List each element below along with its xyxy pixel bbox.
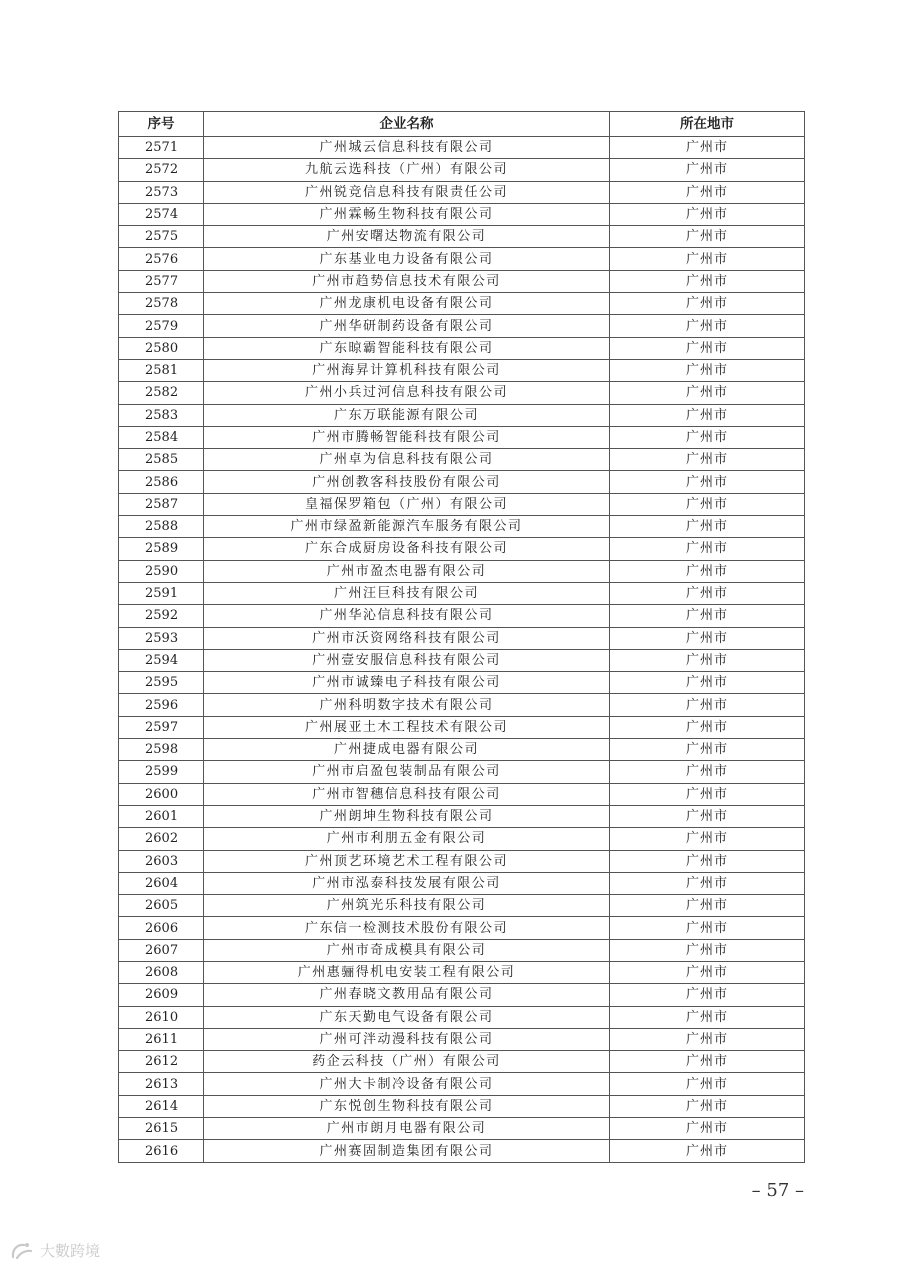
- row-city: 广州市: [610, 939, 805, 961]
- row-company-name: 广州市泓泰科技发展有限公司: [204, 872, 610, 894]
- table-row: [119, 516, 805, 538]
- table-row: [119, 582, 805, 604]
- row-serial: 2596: [119, 694, 204, 716]
- row-serial: 2594: [119, 649, 204, 671]
- row-serial: 2607: [119, 939, 204, 961]
- row-serial: 2588: [119, 516, 204, 538]
- table-row: [119, 694, 805, 716]
- table-row: [119, 984, 805, 1006]
- row-city: 广州市: [610, 248, 805, 270]
- row-serial: 2575: [119, 226, 204, 248]
- row-company-name: 广州城云信息科技有限公司: [204, 137, 610, 159]
- row-city: 广州市: [610, 716, 805, 738]
- row-serial: 2583: [119, 404, 204, 426]
- row-company-name: 药企云科技（广州）有限公司: [204, 1051, 610, 1073]
- row-serial: 2597: [119, 716, 204, 738]
- row-company-name: 广州锐竞信息科技有限责任公司: [204, 181, 610, 203]
- row-company-name: 广州市利朋五金有限公司: [204, 828, 610, 850]
- row-serial: 2572: [119, 159, 204, 181]
- row-serial: 2591: [119, 582, 204, 604]
- row-company-name: 广东悦创生物科技有限公司: [204, 1095, 610, 1117]
- row-company-name: 九航云选科技（广州）有限公司: [204, 159, 610, 181]
- row-company-name: 广州市朗月电器有限公司: [204, 1118, 610, 1140]
- row-serial: 2613: [119, 1073, 204, 1095]
- watermark-text: 大數跨境: [40, 1242, 101, 1260]
- row-company-name: 广州顶艺环境艺术工程有限公司: [204, 850, 610, 872]
- row-company-name: 广州市沃资网络科技有限公司: [204, 627, 610, 649]
- row-serial: 2593: [119, 627, 204, 649]
- table-row: [119, 1051, 805, 1073]
- row-city: 广州市: [610, 426, 805, 448]
- row-company-name: 广州捷成电器有限公司: [204, 739, 610, 761]
- row-city: 广州市: [610, 1051, 805, 1073]
- table-row: [119, 783, 805, 805]
- watermark-logo-icon: [10, 1241, 34, 1261]
- row-city: 广州市: [610, 181, 805, 203]
- table-row: [119, 1006, 805, 1028]
- row-city: 广州市: [610, 516, 805, 538]
- row-city: 广州市: [610, 382, 805, 404]
- row-serial: 2585: [119, 449, 204, 471]
- row-city: 广州市: [610, 739, 805, 761]
- row-serial: 2609: [119, 984, 204, 1006]
- table-row: [119, 181, 805, 203]
- row-city: 广州市: [610, 895, 805, 917]
- row-serial: 2611: [119, 1028, 204, 1050]
- row-city: 广州市: [610, 226, 805, 248]
- row-city: 广州市: [610, 359, 805, 381]
- row-city: 广州市: [610, 203, 805, 225]
- row-city: 广州市: [610, 493, 805, 515]
- row-serial: 2574: [119, 203, 204, 225]
- row-company-name: 广州市趋势信息技术有限公司: [204, 270, 610, 292]
- row-city: 广州市: [610, 761, 805, 783]
- table-row: [119, 917, 805, 939]
- row-serial: 2615: [119, 1118, 204, 1140]
- row-serial: 2577: [119, 270, 204, 292]
- row-serial: 2598: [119, 739, 204, 761]
- row-serial: 2587: [119, 493, 204, 515]
- header-serial: 序号: [119, 112, 204, 137]
- row-serial: 2595: [119, 672, 204, 694]
- row-city: 广州市: [610, 917, 805, 939]
- row-city: 广州市: [610, 605, 805, 627]
- row-serial: 2608: [119, 961, 204, 983]
- row-serial: 2612: [119, 1051, 204, 1073]
- table-row: [119, 270, 805, 292]
- enterprise-table: [118, 111, 805, 1163]
- row-serial: 2614: [119, 1095, 204, 1117]
- row-city: 广州市: [610, 315, 805, 337]
- row-city: 广州市: [610, 1028, 805, 1050]
- row-serial: 2601: [119, 805, 204, 827]
- row-company-name: 广州市绿盈新能源汽车服务有限公司: [204, 516, 610, 538]
- table-row: [119, 203, 805, 225]
- row-city: 广州市: [610, 1118, 805, 1140]
- row-city: 广州市: [610, 694, 805, 716]
- table-row: [119, 805, 805, 827]
- row-serial: 2576: [119, 248, 204, 270]
- row-serial: 2589: [119, 538, 204, 560]
- table-row: [119, 850, 805, 872]
- row-city: 广州市: [610, 270, 805, 292]
- row-company-name: 广东天勤电气设备有限公司: [204, 1006, 610, 1028]
- table-row: [119, 248, 805, 270]
- row-company-name: 广东信一检测技术股份有限公司: [204, 917, 610, 939]
- table-row: [119, 538, 805, 560]
- table-row: [119, 560, 805, 582]
- row-city: 广州市: [610, 850, 805, 872]
- table-row: [119, 872, 805, 894]
- row-serial: 2605: [119, 895, 204, 917]
- row-serial: 2616: [119, 1140, 204, 1162]
- table-header-row: [119, 112, 805, 137]
- row-company-name: 广州海昇计算机科技有限公司: [204, 359, 610, 381]
- row-city: 广州市: [610, 471, 805, 493]
- table-row: [119, 605, 805, 627]
- row-city: 广州市: [610, 961, 805, 983]
- table-row: [119, 961, 805, 983]
- table-row: [119, 449, 805, 471]
- row-city: 广州市: [610, 672, 805, 694]
- row-city: 广州市: [610, 404, 805, 426]
- row-city: 广州市: [610, 1095, 805, 1117]
- row-serial: 2584: [119, 426, 204, 448]
- row-city: 广州市: [610, 560, 805, 582]
- row-company-name: 广东合成厨房设备科技有限公司: [204, 538, 610, 560]
- row-serial: 2606: [119, 917, 204, 939]
- table-row: [119, 426, 805, 448]
- table-row: [119, 828, 805, 850]
- row-city: 广州市: [610, 159, 805, 181]
- row-company-name: 广州华研制药设备有限公司: [204, 315, 610, 337]
- row-company-name: 广州市智穗信息科技有限公司: [204, 783, 610, 805]
- row-city: 广州市: [610, 137, 805, 159]
- row-company-name: 广州市启盈包装制品有限公司: [204, 761, 610, 783]
- table-row: [119, 739, 805, 761]
- row-serial: 2573: [119, 181, 204, 203]
- row-city: 广州市: [610, 293, 805, 315]
- table-row: [119, 137, 805, 159]
- row-city: 广州市: [610, 337, 805, 359]
- table-row: [119, 315, 805, 337]
- row-company-name: 广州小兵过河信息科技有限公司: [204, 382, 610, 404]
- table-row: [119, 404, 805, 426]
- row-city: 广州市: [610, 828, 805, 850]
- row-company-name: 广州春晓文教用品有限公司: [204, 984, 610, 1006]
- row-serial: 2599: [119, 761, 204, 783]
- row-serial: 2600: [119, 783, 204, 805]
- table-row: [119, 1095, 805, 1117]
- row-company-name: 广州可泮动漫科技有限公司: [204, 1028, 610, 1050]
- table-row: [119, 1028, 805, 1050]
- table-row: [119, 159, 805, 181]
- table-row: [119, 226, 805, 248]
- row-company-name: 广东万联能源有限公司: [204, 404, 610, 426]
- row-serial: 2590: [119, 560, 204, 582]
- header-city: 所在地市: [610, 112, 805, 137]
- row-company-name: 广州筑光乐科技有限公司: [204, 895, 610, 917]
- row-company-name: 广州创教客科技股份有限公司: [204, 471, 610, 493]
- row-city: 广州市: [610, 627, 805, 649]
- table-row: [119, 1140, 805, 1162]
- row-serial: 2604: [119, 872, 204, 894]
- row-serial: 2582: [119, 382, 204, 404]
- row-city: 广州市: [610, 783, 805, 805]
- table-row: [119, 471, 805, 493]
- table-row: [119, 672, 805, 694]
- row-city: 广州市: [610, 649, 805, 671]
- table-row: [119, 716, 805, 738]
- table-row: [119, 627, 805, 649]
- table-row: [119, 493, 805, 515]
- row-company-name: 广州展亚土木工程技术有限公司: [204, 716, 610, 738]
- table-row: [119, 293, 805, 315]
- row-company-name: 广州科明数字技术有限公司: [204, 694, 610, 716]
- row-city: 广州市: [610, 449, 805, 471]
- row-company-name: 广州赛固制造集团有限公司: [204, 1140, 610, 1162]
- row-company-name: 皇福保罗箱包（广州）有限公司: [204, 493, 610, 515]
- row-company-name: 广州龙康机电设备有限公司: [204, 293, 610, 315]
- table-row: [119, 761, 805, 783]
- row-company-name: 广州市诚臻电子科技有限公司: [204, 672, 610, 694]
- row-company-name: 广州惠骊得机电安装工程有限公司: [204, 961, 610, 983]
- table-body: [119, 137, 805, 1163]
- row-city: 广州市: [610, 582, 805, 604]
- watermark: [10, 1240, 100, 1261]
- row-serial: 2578: [119, 293, 204, 315]
- row-serial: 2602: [119, 828, 204, 850]
- header-company-name: 企业名称: [204, 112, 610, 137]
- row-company-name: 广东晾霸智能科技有限公司: [204, 337, 610, 359]
- row-serial: 2610: [119, 1006, 204, 1028]
- row-company-name: 广州市盈杰电器有限公司: [204, 560, 610, 582]
- row-city: 广州市: [610, 1006, 805, 1028]
- row-company-name: 广州华沁信息科技有限公司: [204, 605, 610, 627]
- row-city: 广州市: [610, 984, 805, 1006]
- row-company-name: 广州安曙达物流有限公司: [204, 226, 610, 248]
- row-company-name: 广东基业电力设备有限公司: [204, 248, 610, 270]
- row-serial: 2581: [119, 359, 204, 381]
- row-company-name: 广州壹安服信息科技有限公司: [204, 649, 610, 671]
- table-row: [119, 337, 805, 359]
- page-number: – 57 –: [751, 1180, 804, 1201]
- table-row: [119, 649, 805, 671]
- table-row: [119, 1073, 805, 1095]
- table-row: [119, 359, 805, 381]
- row-company-name: 广州市腾畅智能科技有限公司: [204, 426, 610, 448]
- row-company-name: 广州汪巨科技有限公司: [204, 582, 610, 604]
- row-serial: 2579: [119, 315, 204, 337]
- row-company-name: 广州卓为信息科技有限公司: [204, 449, 610, 471]
- table-row: [119, 382, 805, 404]
- row-company-name: 广州霖畅生物科技有限公司: [204, 203, 610, 225]
- row-company-name: 广州朗坤生物科技有限公司: [204, 805, 610, 827]
- row-serial: 2580: [119, 337, 204, 359]
- row-city: 广州市: [610, 872, 805, 894]
- table-row: [119, 895, 805, 917]
- row-serial: 2592: [119, 605, 204, 627]
- row-serial: 2586: [119, 471, 204, 493]
- row-serial: 2603: [119, 850, 204, 872]
- row-company-name: 广州大卡制冷设备有限公司: [204, 1073, 610, 1095]
- row-company-name: 广州市奇成模具有限公司: [204, 939, 610, 961]
- row-city: 广州市: [610, 1140, 805, 1162]
- row-city: 广州市: [610, 805, 805, 827]
- table-row: [119, 1118, 805, 1140]
- table-row: [119, 939, 805, 961]
- row-city: 广州市: [610, 1073, 805, 1095]
- row-city: 广州市: [610, 538, 805, 560]
- row-serial: 2571: [119, 137, 204, 159]
